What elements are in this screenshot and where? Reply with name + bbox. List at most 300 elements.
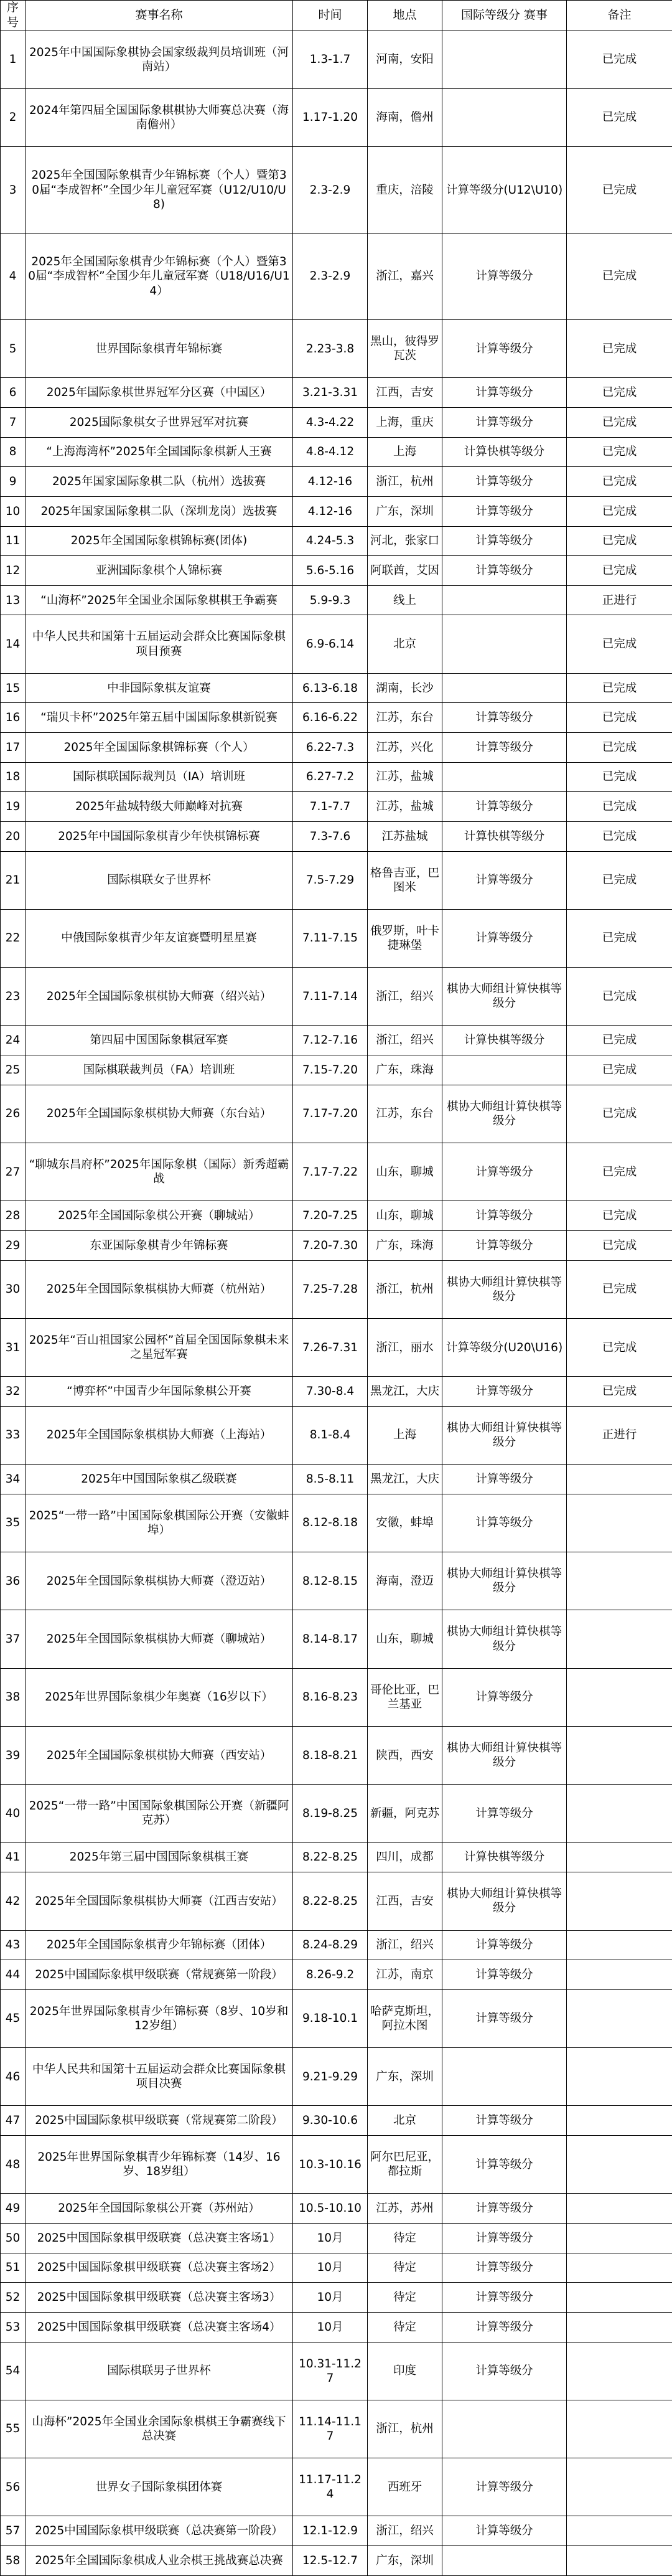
cell-note: 已完成 [567,1085,672,1143]
cell-level: 计算等级分 [442,1668,567,1726]
cell-place: 四川，成都 [368,1842,442,1872]
cell-time: 8.22-8.25 [293,1842,368,1872]
cell-time: 7.17-7.20 [293,1085,368,1143]
cell-place: 江苏，盐城 [368,762,442,792]
cell-no: 51 [1,2253,26,2283]
table-row [1,585,672,615]
cell-note: 已完成 [567,792,672,822]
cell-level: 棋协大师组计算快棋等级分 [442,1872,567,1930]
cell-note [567,2136,672,2194]
cell-time: 8.24-8.29 [293,1930,368,1960]
cell-note [567,1989,672,2047]
cell-note: 已完成 [567,703,672,733]
table-row [1,2223,672,2253]
cell-note [567,2048,672,2106]
cell-name: 2025中国国际象棋甲级联赛（总决赛第一阶段） [26,2516,293,2546]
cell-note [567,1668,672,1726]
cell-note: 已完成 [567,1318,672,1376]
cell-level: 计算等级分 [442,2106,567,2136]
cell-name: 2025年全国国际象棋棋协大师赛（澄迈站） [26,1552,293,1610]
cell-note: 已完成 [567,526,672,556]
cell-name: 2025中国国际象棋甲级联赛（总决赛主客场1） [26,2223,293,2253]
cell-name: 2025中国国际象棋甲级联赛（常规赛第二阶段） [26,2106,293,2136]
table-row [1,2458,672,2516]
cell-place: 海南，儋州 [368,88,442,146]
cell-no: 27 [1,1143,26,1201]
cell-no: 34 [1,1465,26,1494]
cell-note: 正进行 [567,585,672,615]
cell-time: 6.16-6.22 [293,703,368,733]
cell-name: “山海杯”2025年全国业余国际象棋棋王争霸赛 [26,585,293,615]
cell-level: 计算等级分 [442,467,567,497]
cell-place: 浙江，绍兴 [368,1026,442,1055]
cell-note [567,2342,672,2400]
cell-note: 已完成 [567,496,672,526]
table-row [1,1465,672,1494]
cell-name: 国际棋联国际裁判员（IA）培训班 [26,762,293,792]
cell-no: 2 [1,88,26,146]
cell-place: 北京 [368,2106,442,2136]
cell-name: 2025年全国国际象棋锦标赛(团体) [26,526,293,556]
cell-time: 7.11-7.15 [293,909,368,967]
cell-name: 2025年世界国际象棋青少年锦标赛（14岁、16岁、18岁组） [26,2136,293,2194]
cell-name: 2025中国国际象棋甲级联赛（总决赛主客场4） [26,2312,293,2342]
header-row [1,1,672,31]
cell-level: 棋协大师组计算快棋等级分 [442,1260,567,1318]
cell-name: 2025年全国国际象棋公开赛（聊城站） [26,1201,293,1231]
cell-time: 8.12-8.15 [293,1552,368,1610]
cell-name: 山海杯”2025年全国业余国际象棋棋王争霸赛线下总决赛 [26,2400,293,2458]
cell-time: 8.14-8.17 [293,1610,368,1668]
cell-level: 计算等级分 [442,2253,567,2283]
cell-no: 38 [1,1668,26,1726]
cell-level: 计算等级分 [442,1231,567,1261]
cell-time: 3.21-3.31 [293,378,368,408]
cell-no: 15 [1,673,26,703]
cell-note: 已完成 [567,762,672,792]
cell-place: 上海 [368,437,442,467]
table-row [1,1842,672,1872]
cell-place: 待定 [368,2253,442,2283]
cell-note [567,1610,672,1668]
cell-name: 2025“一带一路”中国国际象棋国际公开赛（新疆阿克苏） [26,1785,293,1842]
cell-note [567,2106,672,2136]
cell-place: 浙江，杭州 [368,467,442,497]
cell-note: 正进行 [567,1406,672,1464]
cell-note [567,1727,672,1785]
cell-note: 已完成 [567,234,672,320]
cell-name: 2025年全国国际象棋青少年锦标赛（团体） [26,1930,293,1960]
table-row [1,792,672,822]
cell-name: 2025中国国际象棋甲级联赛（总决赛主客场2） [26,2253,293,2283]
cell-name: 2025年全国国际象棋成人业余棋王挑战赛总决赛 [26,2546,293,2576]
cell-level [442,2048,567,2106]
cell-note: 已完成 [567,733,672,763]
cell-note [567,2516,672,2546]
cell-level: 棋协大师组计算快棋等级分 [442,968,567,1026]
table-row [1,762,672,792]
table-row [1,496,672,526]
cell-place: 浙江，丽水 [368,1318,442,1376]
cell-place: 阿联酋，艾因 [368,556,442,586]
cell-time: 1.17-1.20 [293,88,368,146]
cell-place: 海南，澄迈 [368,1552,442,1610]
table-row [1,1406,672,1464]
cell-name: 2025年全国国际象棋棋协大师赛（西安站） [26,1727,293,1785]
cell-time: 4.8-4.12 [293,437,368,467]
cell-name: 东亚国际象棋青少年锦标赛 [26,1231,293,1261]
cell-place: 西班牙 [368,2458,442,2516]
cell-note [567,1960,672,1990]
cell-note [567,1494,672,1552]
cell-level [442,2546,567,2576]
cell-level: 计算等级分 [442,320,567,378]
cell-level: 计算等级分 [442,2223,567,2253]
header-level: 国际等级分 赛事 [442,1,567,31]
table-row [1,467,672,497]
cell-time: 9.30-10.6 [293,2106,368,2136]
cell-level [442,31,567,88]
cell-no: 36 [1,1552,26,1610]
cell-time: 4.3-4.22 [293,407,368,437]
table-row [1,1989,672,2047]
cell-no: 25 [1,1055,26,1085]
table-row [1,1872,672,1930]
cell-name: 世界国际象棋青年锦标赛 [26,320,293,378]
cell-name: 2025年“百山祖国家公园杯”首届全国国际象棋未来之星冠军赛 [26,1318,293,1376]
cell-time: 10月 [293,2253,368,2283]
cell-note: 已完成 [567,1377,672,1407]
cell-time: 10.3-10.16 [293,2136,368,2194]
cell-name: 2025“一带一路”中国国际象棋国际公开赛（安徽蚌埠） [26,1494,293,1552]
cell-place: 黑龙江，大庆 [368,1377,442,1407]
header-place: 地点 [368,1,442,31]
cell-name: 世界女子国际象棋团体赛 [26,2458,293,2516]
cell-level [442,762,567,792]
cell-place: 山东，聊城 [368,1610,442,1668]
cell-name: 2025年全国国际象棋锦标赛（个人） [26,733,293,763]
table-row [1,1610,672,1668]
cell-note: 已完成 [567,673,672,703]
cell-time: 7.11-7.14 [293,968,368,1026]
cell-no: 42 [1,1872,26,1930]
cell-note: 已完成 [567,1201,672,1231]
cell-no: 11 [1,526,26,556]
cell-level: 棋协大师组计算快棋等级分 [442,1406,567,1464]
cell-no: 12 [1,556,26,586]
table-row [1,1785,672,1842]
cell-level: 棋协大师组计算快棋等级分 [442,1610,567,1668]
cell-note: 已完成 [567,1055,672,1085]
cell-place: 新疆，阿克苏 [368,1785,442,1842]
cell-level: 计算等级分 [442,1201,567,1231]
cell-name: 2025年全国国际象棋棋协大师赛（东台站） [26,1085,293,1143]
cell-no: 20 [1,821,26,851]
cell-time: 4.24-5.3 [293,526,368,556]
cell-place: 待定 [368,2223,442,2253]
cell-name: 2025年盐城特级大师巅峰对抗赛 [26,792,293,822]
cell-level: 计算等级分 [442,2312,567,2342]
cell-place: 江苏，盐城 [368,792,442,822]
cell-level: 棋协大师组计算快棋等级分 [442,1552,567,1610]
cell-time: 2.3-2.9 [293,147,368,234]
cell-time: 5.6-5.16 [293,556,368,586]
cell-time: 7.25-7.28 [293,1260,368,1318]
cell-name: 2025年中国国际象棋乙级联赛 [26,1465,293,1494]
cell-no: 7 [1,407,26,437]
cell-place: 哈萨克斯坦，阿拉木图 [368,1989,442,2047]
cell-name: “上海海湾杯”2025年全国国际象棋新人王赛 [26,437,293,467]
cell-no: 14 [1,615,26,673]
cell-time: 7.3-7.6 [293,821,368,851]
cell-time: 8.12-8.18 [293,1494,368,1552]
cell-level: 计算等级分 [442,851,567,909]
cell-place: 安徽，蚌埠 [368,1494,442,1552]
cell-note: 已完成 [567,88,672,146]
table-row [1,2194,672,2224]
cell-no: 45 [1,1989,26,2047]
cell-time: 8.16-8.23 [293,1668,368,1726]
table-row [1,234,672,320]
cell-name: 2025年国际象棋世界冠军分区赛（中国区） [26,378,293,408]
cell-no: 23 [1,968,26,1026]
cell-place: 河南，安阳 [368,31,442,88]
cell-place: 山东，聊城 [368,1201,442,1231]
header-note: 备注 [567,1,672,31]
cell-no: 31 [1,1318,26,1376]
cell-place: 黑山，彼得罗瓦茨 [368,320,442,378]
cell-time: 8.18-8.21 [293,1727,368,1785]
cell-level [442,88,567,146]
cell-time: 10.5-10.10 [293,2194,368,2224]
cell-time: 7.1-7.7 [293,792,368,822]
cell-name: 2025年全国国际象棋青少年锦标赛（个人）暨第30届“李成智杯”全国少年儿童冠军赛（U12/U10/U8) [26,147,293,234]
cell-time: 8.5-8.11 [293,1465,368,1494]
table-row [1,1552,672,1610]
cell-place: 江苏，东台 [368,1085,442,1143]
cell-no: 19 [1,792,26,822]
cell-level: 计算快棋等级分 [442,1026,567,1055]
table-row [1,88,672,146]
cell-no: 48 [1,2136,26,2194]
table-row [1,1055,672,1085]
cell-time: 2.23-3.8 [293,320,368,378]
cell-place: 湖南，长沙 [368,673,442,703]
cell-level: 计算等级分 [442,2283,567,2313]
table-row [1,2516,672,2546]
cell-place: 江苏，东台 [368,703,442,733]
cell-note: 已完成 [567,556,672,586]
table-row [1,437,672,467]
cell-no: 50 [1,2223,26,2253]
cell-place: 江苏，兴化 [368,733,442,763]
cell-place: 上海，重庆 [368,407,442,437]
table-row [1,1085,672,1143]
table-row [1,1494,672,1552]
cell-level: 计算等级分 [442,1494,567,1552]
cell-name: 国际棋联裁判员（FA）培训班 [26,1055,293,1085]
cell-place: 江苏，南京 [368,1960,442,1990]
table-row [1,1960,672,1990]
cell-note: 已完成 [567,1260,672,1318]
cell-level [442,2400,567,2458]
cell-note [567,1872,672,1930]
cell-no: 21 [1,851,26,909]
cell-no: 3 [1,147,26,234]
cell-note: 已完成 [567,437,672,467]
cell-name: “博弈杯”中国青少年国际象棋公开赛 [26,1377,293,1407]
cell-note: 已完成 [567,1143,672,1201]
cell-no: 53 [1,2312,26,2342]
cell-no: 46 [1,2048,26,2106]
table-row [1,378,672,408]
cell-place: 广东，珠海 [368,1055,442,1085]
cell-place: 河北，张家口 [368,526,442,556]
table-row [1,1930,672,1960]
cell-name: 2025年国家国际象棋二队（杭州）选拔赛 [26,467,293,497]
cell-place: 陕西，西安 [368,1727,442,1785]
cell-note: 已完成 [567,31,672,88]
cell-name: 国际棋联男子世界杯 [26,2342,293,2400]
cell-time: 9.18-10.1 [293,1989,368,2047]
cell-no: 9 [1,467,26,497]
cell-place: 广东，珠海 [368,1231,442,1261]
cell-time: 11.14-11.17 [293,2400,368,2458]
cell-time: 6.13-6.18 [293,673,368,703]
cell-name: “聊城东昌府杯”2025年国际象棋（国际）新秀超霸战 [26,1143,293,1201]
cell-place: 浙江，绍兴 [368,968,442,1026]
cell-no: 16 [1,703,26,733]
cell-note [567,1465,672,1494]
cell-no: 47 [1,2106,26,2136]
table-row [1,703,672,733]
cell-name: 2025年全国国际象棋公开赛（苏州站） [26,2194,293,2224]
cell-time: 8.1-8.4 [293,1406,368,1464]
cell-place: 浙江，杭州 [368,1260,442,1318]
cell-level: 计算快棋等级分 [442,821,567,851]
cell-name: 2025年全国国际象棋棋协大师赛（聊城站） [26,1610,293,1668]
table-row [1,2342,672,2400]
cell-time: 4.12-16 [293,467,368,497]
cell-place: 待定 [368,2312,442,2342]
cell-place: 哥伦比亚，巴兰基亚 [368,1668,442,1726]
cell-time: 5.9-9.3 [293,585,368,615]
cell-place: 山东，聊城 [368,1143,442,1201]
cell-note: 已完成 [567,378,672,408]
cell-no: 52 [1,2283,26,2313]
cell-no: 33 [1,1406,26,1464]
cell-name: 2025国际象棋女子世界冠军对抗赛 [26,407,293,437]
cell-place: 江西，吉安 [368,378,442,408]
cell-note: 已完成 [567,407,672,437]
cell-note: 已完成 [567,1026,672,1055]
cell-level: 计算等级分 [442,378,567,408]
cell-place: 北京 [368,615,442,673]
cell-note [567,2312,672,2342]
cell-place: 待定 [368,2283,442,2313]
cell-place: 浙江，杭州 [368,2400,442,2458]
cell-no: 58 [1,2546,26,2576]
cell-name: 2025年全国国际象棋棋协大师赛（上海站） [26,1406,293,1464]
cell-level: 计算等级分 [442,234,567,320]
cell-level [442,615,567,673]
cell-place: 浙江，绍兴 [368,2516,442,2546]
cell-level: 计算等级分 [442,792,567,822]
cell-name: 2025年中国国际象棋青少年快棋锦标赛 [26,821,293,851]
cell-level: 计算等级分(U20\U16) [442,1318,567,1376]
cell-time: 10月 [293,2283,368,2313]
cell-level: 计算等级分 [442,496,567,526]
cell-no: 18 [1,762,26,792]
cell-no: 39 [1,1727,26,1785]
cell-place: 江苏，苏州 [368,2194,442,2224]
cell-name: 中华人民共和国第十五届运动会群众比赛国际象棋项目决赛 [26,2048,293,2106]
cell-no: 8 [1,437,26,467]
cell-level: 计算快棋等级分 [442,1842,567,1872]
cell-place: 广东，深圳 [368,496,442,526]
table-row [1,320,672,378]
cell-level: 计算等级分 [442,2458,567,2516]
table-row [1,2283,672,2313]
cell-name: 中华人民共和国第十五届运动会群众比赛国际象棋项目预赛 [26,615,293,673]
cell-time: 12.5-12.7 [293,2546,368,2576]
cell-note [567,2400,672,2458]
cell-name: 2025年全国国际象棋棋协大师赛（江西吉安站） [26,1872,293,1930]
cell-note: 已完成 [567,320,672,378]
cell-name: 2025年世界国际象棋青少年锦标赛（8岁、10岁和12岁组） [26,1989,293,2047]
cell-place: 格鲁吉亚，巴图米 [368,851,442,909]
cell-time: 7.17-7.22 [293,1143,368,1201]
table-row [1,615,672,673]
cell-level: 计算等级分 [442,1465,567,1494]
cell-no: 6 [1,378,26,408]
cell-no: 22 [1,909,26,967]
cell-level: 计算快棋等级分 [442,437,567,467]
cell-level [442,585,567,615]
table-row [1,821,672,851]
cell-note: 已完成 [567,968,672,1026]
table-row [1,147,672,234]
cell-time: 11.17-11.24 [293,2458,368,2516]
cell-place: 江西，吉安 [368,1872,442,1930]
cell-place: 浙江，绍兴 [368,1930,442,1960]
table-row [1,1668,672,1726]
cell-time: 7.15-7.20 [293,1055,368,1085]
table-row [1,1143,672,1201]
cell-level [442,1055,567,1085]
table-row [1,1260,672,1318]
cell-level: 计算等级分 [442,1785,567,1842]
cell-name: 2025年中国国际象棋协会国家级裁判员培训班（河南站） [26,31,293,88]
cell-no: 28 [1,1201,26,1231]
table-row [1,2136,672,2194]
cell-time: 12.1-12.9 [293,2516,368,2546]
table-row [1,851,672,909]
cell-time: 6.22-7.3 [293,733,368,763]
cell-note [567,2458,672,2516]
cell-time: 1.3-1.7 [293,31,368,88]
table-row [1,407,672,437]
cell-no: 1 [1,31,26,88]
cell-no: 37 [1,1610,26,1668]
cell-note [567,1842,672,1872]
cell-level: 棋协大师组计算快棋等级分 [442,1085,567,1143]
cell-no: 5 [1,320,26,378]
cell-time: 10月 [293,2223,368,2253]
cell-level: 计算等级分 [442,733,567,763]
cell-note: 已完成 [567,467,672,497]
cell-place: 重庆，涪陵 [368,147,442,234]
